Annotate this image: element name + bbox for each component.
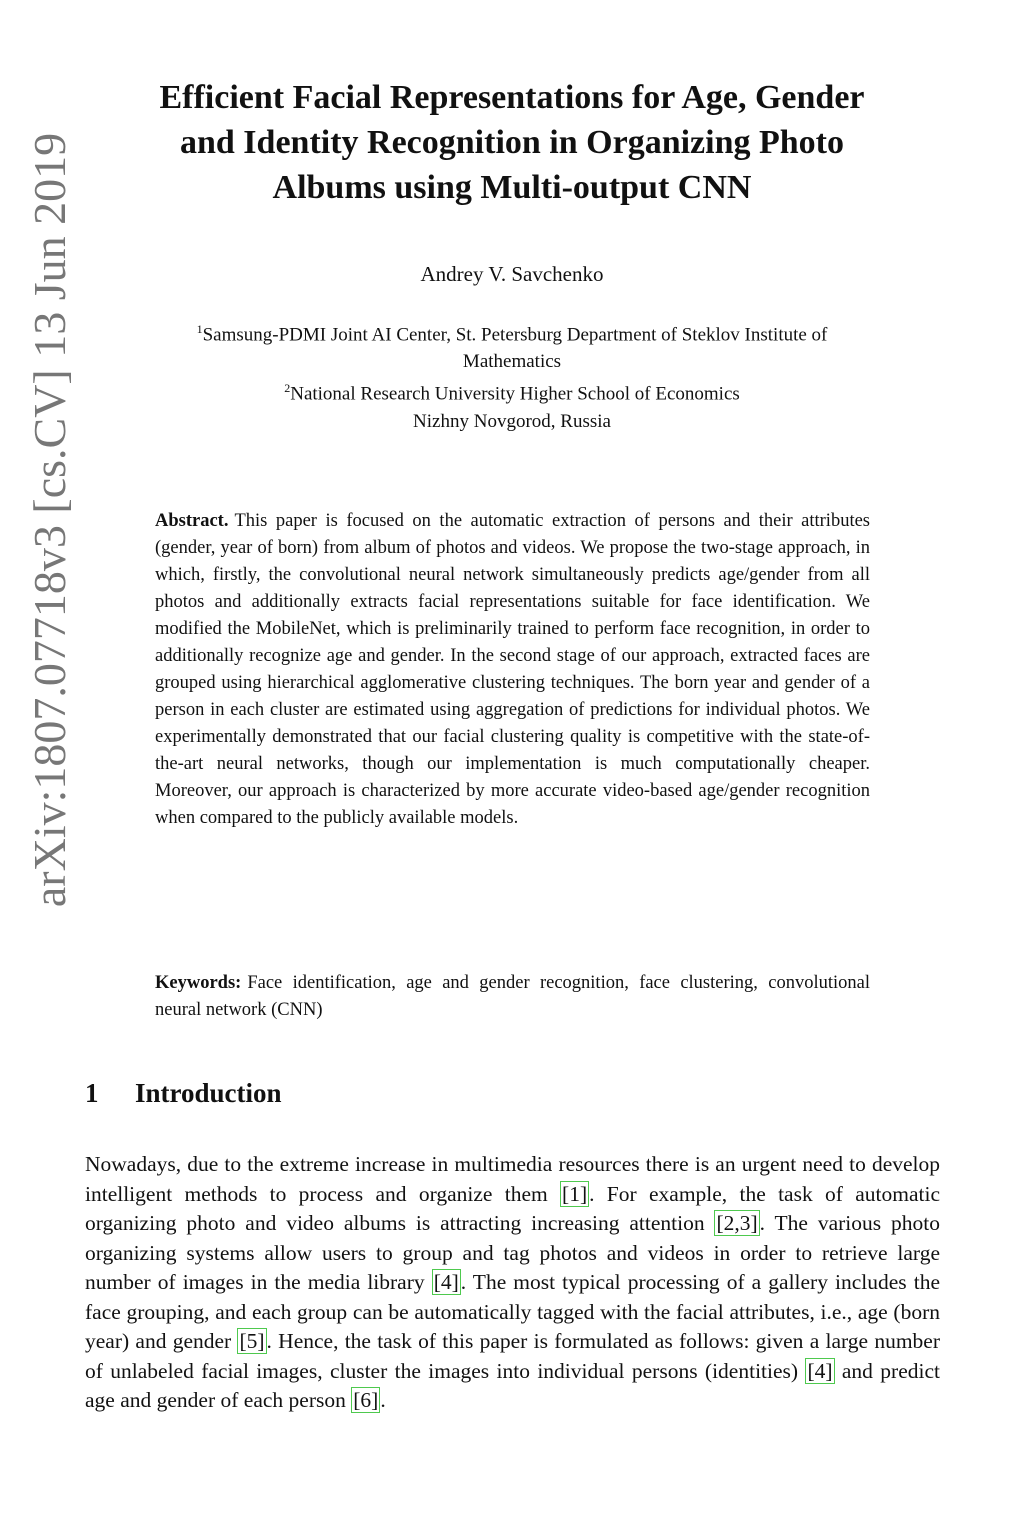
citation-link[interactable]: [5] [239,1329,265,1353]
abstract-text: This paper is focused on the automatic extraction of persons and their attributes (gender, year of born) from album of photos and videos. We propose the two-stage approach, in which, firstly, the convolutional neural network simultaneously predicts age/gender from all photos and additionally extracts facial representations suitable for face identification. We modified the MobileNet, which is preliminarily trained to perform face recognition, in order to additionally recognize age and gender. In the second stage of our approach, extracted faces are grouped using hierarchical agglomerative clustering techniques. The born year and gender of a person in each cluster are estimated using aggregation of predictions for individual photos. We experimentally demonstrated that our facial clustering quality is competitive with the state-of-the-art neural networks, though our implementation is much computationally cheaper. Moreover, our approach is characterized by more accurate video-based age/gender recognition when compared to the publicly available models. [155,511,870,828]
keywords [155,970,870,1024]
affiliation-1-sup: 1 [196,322,203,336]
intro-text: . Hence, the task of this paper is formulated as follows: given a large number of unlabeled facial images, cluster the images into individual persons (identities) [85,1329,940,1383]
keywords-label: Keywords: [155,973,242,993]
intro-text: and predict age and gender of each person [85,1358,940,1412]
section-heading [85,1078,282,1109]
intro-text: . The various photo organizing systems allow users to group and tag photos and videos in order to retrieve large number of images in the media library [85,1211,940,1294]
intro-paragraph [85,1150,940,1416]
intro-text: . For example, the task of automatic organizing photo and video albums is attracting increasing attention [85,1181,940,1235]
citation-link[interactable]: [2,3] [716,1211,758,1235]
affiliations [80,316,944,435]
abstract [155,508,870,832]
paper-title [80,75,944,210]
intro-text: . The most typical processing of a gallery includes the face grouping, and each group can be automatically tagged with the facial attributes, i.e., age (born year) and gender [85,1270,940,1353]
affiliation-2-line2: Nizhny Novgorod, Russia [413,410,611,432]
citation-link[interactable]: [1] [562,1181,588,1206]
title-line: Efficient Facial Representations for Age, Gender [159,79,865,116]
author-name: Andrey V. Savchenko [420,262,604,286]
abstract-label: Abstract. [155,511,229,531]
affiliation-2 [80,375,944,407]
intro-text: Nowadays, due to the extreme increase in multimedia resources there is an urgent need to develop intelligent methods to process and organize them [85,1152,940,1206]
title-line: and Identity Recognition in Organizing Photo [179,124,844,161]
affiliation-1-line2: Mathematics [462,351,562,373]
citation-link[interactable]: [6] [353,1388,379,1412]
section-number: 1 [85,1078,99,1108]
affiliation-1-line1: Samsung-PDMI Joint AI Center, St. Petersburg Department of Steklov Institute of [202,324,828,346]
intro-text: . [380,1388,386,1412]
arxiv-identifier: arXiv:1807.07718v3 [cs.CV] 13 Jun 2019 [24,132,75,908]
section-title: Introduction [135,1078,282,1108]
affiliation-2-line1: National Research University Higher School of Economics [290,383,740,405]
citation-link[interactable]: [4] [433,1270,459,1294]
affiliation-2-sup: 2 [284,381,291,396]
title-line: Albums using Multi-output CNN [272,169,752,206]
affiliation-1 [80,316,944,348]
citation-link[interactable]: [4] [807,1358,833,1383]
keywords-text: Face identification, age and gender recognition, face clustering, convolutional neural network (CNN) [155,973,870,1020]
